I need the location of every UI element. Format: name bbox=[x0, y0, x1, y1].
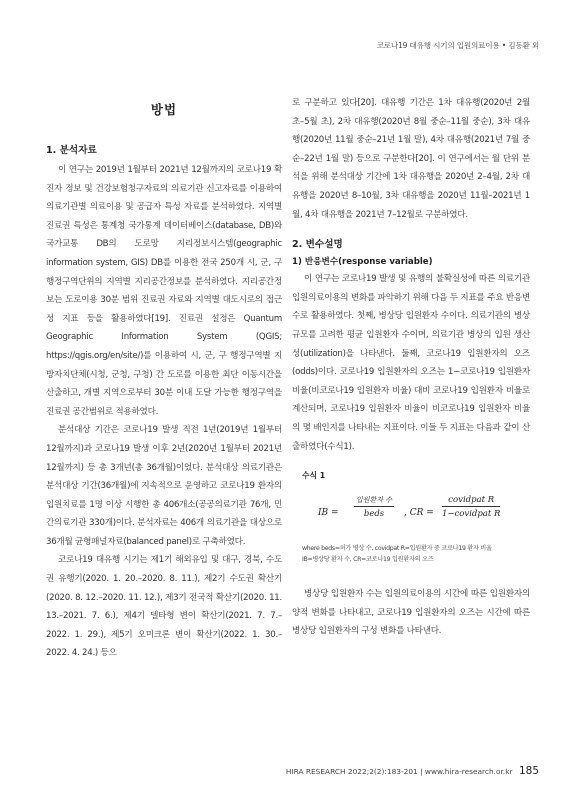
subheading-response-variable: 1) 반응변수(response variable) bbox=[292, 257, 433, 268]
running-head: 코로나19 대유행 시기의 입원의료이용 • 김동환 외 bbox=[376, 41, 539, 50]
paragraph-data-source-2: 분석대상 기간은 코로나19 발생 직전 1년(2019년 1월부터 12월까지)과 코로나19 발생 이후 2년(2020년 1월부터 2021년 12월까지) 등 총 3개년(총 36개월)이었다. 분석대상 의료기관은 분석대상 기간(36개월)에 지속적으로 운영하고 코로나19 환자의 입원치료를 1명 이상 시행한 총 406개소(공공의료기관 76개, 민간의료기관 330개)이다. 분석자료는 406개 의료기관을 대상으로 36개월 균형패널자료(balanced panel)로 구축하였다. bbox=[46, 425, 282, 547]
page-number: 185 bbox=[518, 765, 539, 777]
formula-ib-lhs: IB = bbox=[318, 508, 339, 519]
formula-note bbox=[302, 543, 530, 565]
section-title-methods: 방법 bbox=[150, 102, 178, 117]
formula-ib-numerator: 입원환자 수 bbox=[354, 495, 394, 507]
paragraph-data-source-1: 이 연구는 2019년 1월부터 2021년 12월까지의 코로나19 확진자 정보 및 건강보험청구자료의 의료기관 신고자료를 이용하여 의료기관별 의료이용 및 공급자 특성 자료를 분석하였다. 지역별 진료권 특성은 통계청 국가통계 데이터베이스(database, DB)와 국가교통 DB의 도로망 지리정보시스템(geographic information system, GIS) DB를 이용한 전국 250개 시, 군, 구 행정구역단위의 지역별 지리공간정보를 분석하였다. 지리공간정보는 도로이용 30분 범위 진료권 자료와 지역별 대도시로의 접근성 지표 등을 활용하였다[19]. 진료권 설정은 Quantum Geographic Information System (QGIS; https://qgis.org/en/site/)를 이용하여 시, 군, 구 행정구역별 지방자치단체(시청, 군청, 구청) 간 도로를 이용한 최단 이동시간을 산출하고, 개별 지역으로부터 30분 이내 도달 가능한 행정구역을 진료권 공간범위로 적용하였다. bbox=[46, 165, 282, 417]
formula-ib-fraction bbox=[354, 495, 394, 519]
formula-1 bbox=[300, 487, 530, 543]
paragraph-response-interpretation: 병상당 입원환자 수는 입원의료이용의 시간에 따른 입원환자의 양적 변화를 나타내고, 코로나19 입원환자의 오즈는 시간에 따른 병상당 입원환자의 구성 변화를 나타낸다. bbox=[292, 589, 530, 637]
formula-cr-denominator: 1−covidpat R bbox=[442, 509, 501, 520]
formula-note-line-1: where beds=허가 병상 수, covidpat R=입원환자 중 코로나19 환자 비율 bbox=[302, 545, 492, 553]
paragraph-pandemic-periods: 로 구분하고 있다[20]. 대유행 기간은 1차 대유행(2020년 2월 초–5월 초), 2차 대유행(2020년 8월 중순–11월 중순), 3차 대유행(2020년 11월 중순–21년 1월 말), 4차 대유행(2021년 7월 중순–22년 1월 말) 등으로 구분한다[20]. 이 연구에서는 월 단위 분석을 위해 분석대상 기간에 1차 대유행을 2020년 2–4월, 2차 대유행을 2020년 8–10월, 3차 대유행을 2020년 11월–2021년 1월, 4차 대유행을 2021년 7–12월로 구분하였다. bbox=[292, 98, 530, 220]
formula-note-line-2: IB=병상당 환자 수, CR=코로나19 입원환자의 오즈 bbox=[302, 556, 434, 564]
paragraph-response-variable: 이 연구는 코로나19 발생 및 유행의 불확실성에 따른 의료기관 입원의료이용의 변화를 파악하기 위해 다음 두 지표를 주요 반응변수로 활용하였다. 첫째, 병상당 입원환자 수이다. 의료기관의 병상규모를 고려한 평균 입원환자 수이며, 의료기관 병상의 입원 생산성(utilization)을 나타낸다. 둘째, 코로나19 입원환자의 오즈(odds)이다. 코로나19 입원환자의 오즈는 1−코로나19 입원환자 비율(비코로나19 입원환자 비율) 대비 코로나19 입원환자 비율로 계산되며, 코로나19 입원환자 비율이 비코로나19 입원환자 비율의 몇 배인지를 나타내는 지표이다. 이들 두 지표는 다음과 같이 산출하였다(수식1). bbox=[292, 274, 530, 452]
heading-variables: 2. 변수설명 bbox=[292, 239, 343, 251]
formula-label: 수식 1 bbox=[302, 471, 326, 481]
formula-ib-denominator: beds bbox=[363, 509, 385, 520]
formula-cr-numerator: covidpat R bbox=[442, 495, 500, 507]
page-footer bbox=[286, 765, 539, 777]
footer-journal: HIRA RESEARCH 2022;2(2):183-201 | www.hira-research.or.kr bbox=[285, 767, 513, 776]
right-column bbox=[292, 94, 530, 641]
left-column bbox=[46, 92, 282, 663]
paragraph-data-source-3: 코로나19 대유행 시기는 제1기 해외유입 및 대구, 경북, 수도권 유행기(2020. 1. 20.–2020. 8. 11.), 제2기 수도권 확산기(2020. 8. 12.–2020. 11. 12.), 제3기 전국적 확산기(2020. 11. 13.–2021. 7. 6.), 제4기 델타형 변이 확산기(2021. 7. 7.–2022. 1. 29.), 제5기 오미크론 변이 확산기(2022. 1. 30.–2022. 4. 24.) 등으 bbox=[46, 555, 282, 659]
heading-data-source: 1. 분석자료 bbox=[46, 145, 97, 156]
formula-cr-fraction bbox=[442, 495, 500, 519]
formula-cr-lhs: , CR = bbox=[404, 508, 434, 519]
